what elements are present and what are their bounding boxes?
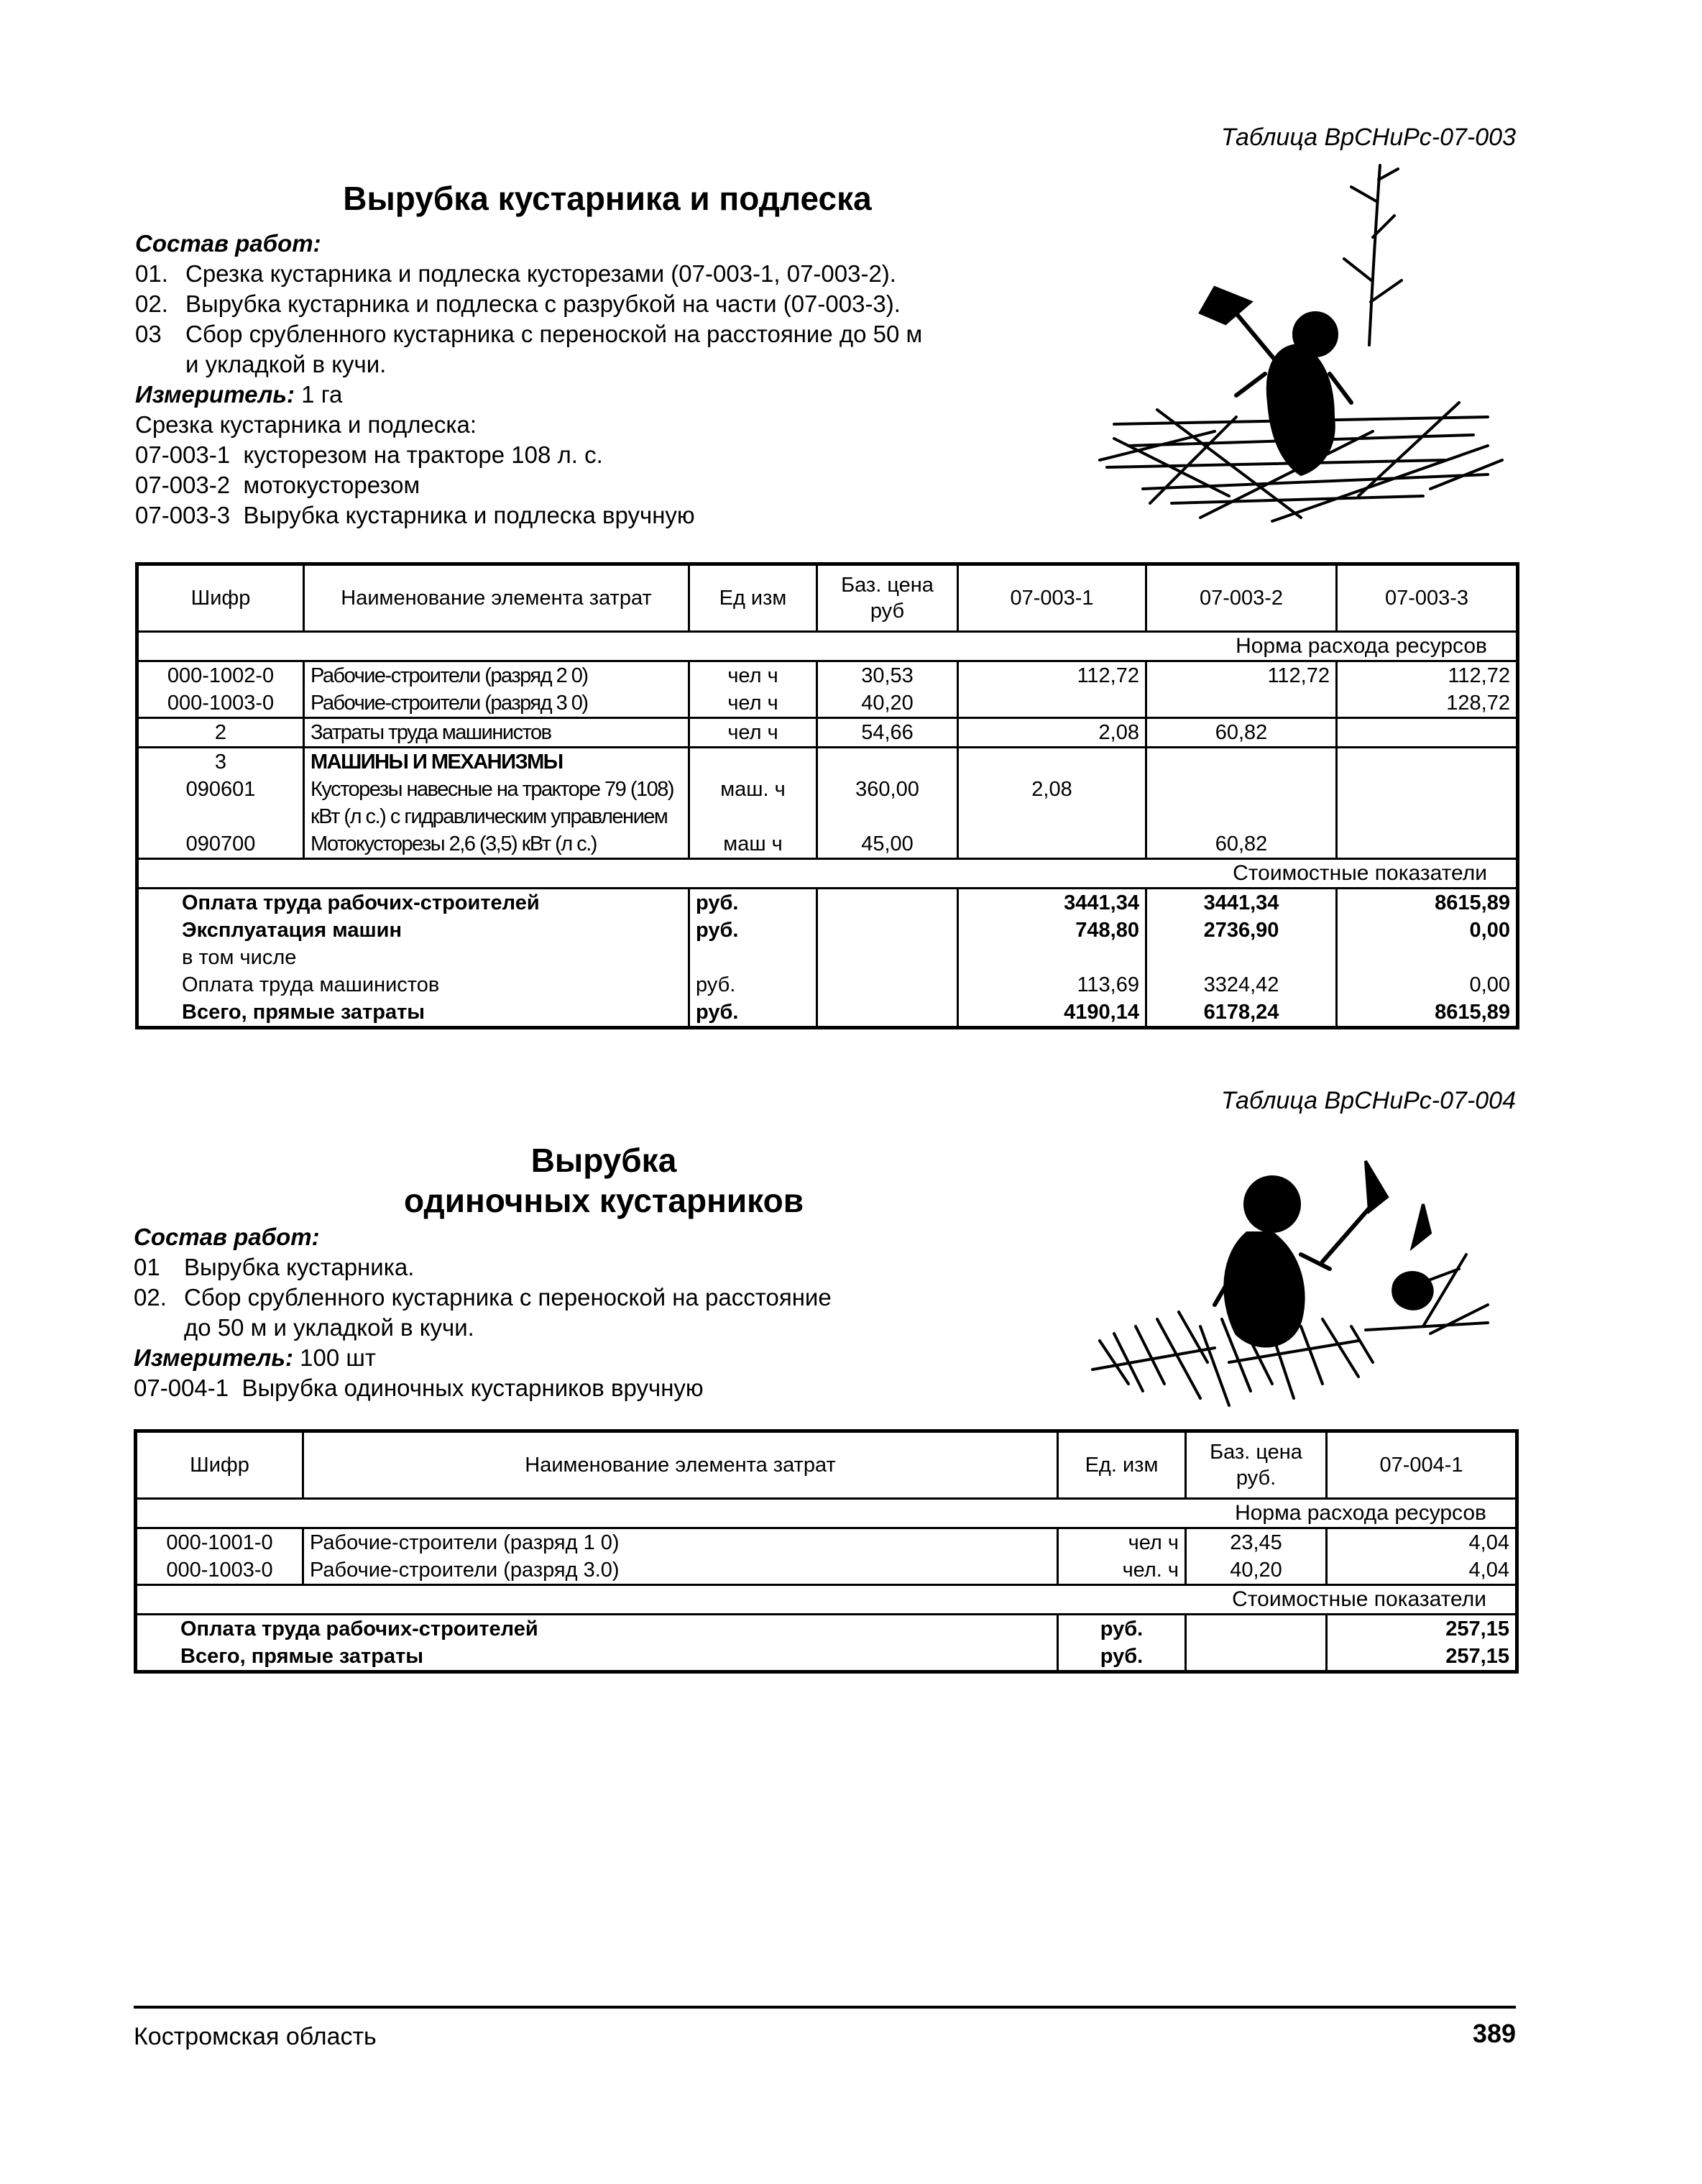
col-header-07-003-2: 07-003-2 — [1146, 564, 1337, 632]
table-row: 000-1003-0 Рабочие-строители (разряд 3 0) чел ч 40,20 128,72 — [137, 689, 1518, 718]
table-row: 090601 Кусторезы навесные на тракторе 79 (108) кВт (л с.) с гидравлическим управлением маш. ч 360,00 2,08 — [137, 776, 1518, 830]
work-item: 03 Сбор срубленного кустарника с переноской на расстояние до 50 м — [135, 321, 923, 347]
col-header-name: Наименование элемента затрат — [304, 564, 689, 632]
work-item-continuation: до 50 м и укладкой в кучи. — [184, 1314, 474, 1341]
col-header-price: Баз. цена руб. — [1186, 1431, 1327, 1499]
code-line: 07-003-1 кусторезом на тракторе 108 л. с. — [135, 441, 603, 468]
table-header-row — [136, 1431, 1517, 1499]
col-header-code: Шифр — [136, 1431, 303, 1499]
work-item: 01 Вырубка кустарника. — [134, 1254, 415, 1280]
table-row: 2 Затраты труда машинистов чел ч 54,66 2,08 60,82 — [137, 718, 1518, 748]
brush-cutting-illustration — [1085, 158, 1517, 546]
table-row: 000-1002-0 Рабочие-строители (разряд 2 0) чел ч 30,53 112,72 112,72 112,72 — [137, 661, 1518, 690]
cost-row: Эксплуатация машин руб. 748,80 2736,90 0,00 — [137, 917, 1518, 944]
code-line: 07-004-1 Вырубка одиночных кустарников вручную — [134, 1375, 704, 1401]
table-row: 090700 Мотокусторезы 2,6 (3,5) кВт (л с.) маш ч 45,00 60,82 — [137, 830, 1518, 859]
work-item: 01. Срезка кустарника и подлеска кусторезами (07-003-1, 07-003-2). — [135, 260, 896, 287]
band-norms: Норма расхода ресурсов — [136, 1499, 1517, 1528]
cost-row: Оплата труда рабочих-строителей руб. 3441,34 3441,34 8615,89 — [137, 889, 1518, 917]
code-line: 07-003-3 Вырубка кустарника и подлеска вручную — [135, 502, 695, 528]
col-header-unit: Ед изм — [689, 564, 817, 632]
cost-row-total: Всего, прямые затраты руб. 4190,14 6178,24 8615,89 — [137, 999, 1518, 1028]
table-label-07-004: Таблица ВрСНиРс-07-004 — [1220, 1087, 1516, 1114]
work-item: 02. Вырубка кустарника и подлеска с разрубкой на части (07-003-3). — [135, 290, 901, 317]
table-row: 000-1001-0 Рабочие-строители (разряд 1 0) чел ч 23,45 4,04 — [136, 1528, 1517, 1557]
col-header-07-003-1: 07-003-1 — [958, 564, 1146, 632]
cost-row: Оплата труда рабочих-строителей руб. 257,15 — [136, 1615, 1517, 1643]
page-number: 389 — [1472, 2019, 1516, 2048]
table-label-07-003: Таблица ВрСНиРс-07-003 — [1220, 124, 1516, 151]
band-costs: Стоимостные показатели — [137, 859, 1518, 889]
col-header-price: Баз. цена руб — [817, 564, 958, 632]
composition-label: Состав работ: — [134, 1224, 320, 1250]
subheading: Срезка кустарника и подлеска: — [135, 411, 477, 438]
section2-title: Вырубка одиночных кустарников — [404, 1142, 804, 1219]
section1-title: Вырубка кустарника и подлеска — [343, 180, 872, 217]
band-costs: Стоимостные показатели — [136, 1585, 1517, 1615]
single-shrub-illustration — [1085, 1147, 1502, 1413]
section2-intro — [134, 1222, 1082, 1403]
table-row: 000-1003-0 Рабочие-строители (разряд 3.0) чел. ч 40,20 4,04 — [136, 1556, 1517, 1585]
composition-label: Состав работ: — [135, 230, 321, 257]
table-header-row — [137, 564, 1518, 632]
work-item-continuation: и укладкой в кучи. — [185, 351, 387, 377]
col-header-code: Шифр — [137, 564, 304, 632]
work-item: 02. Сбор срубленного кустарника с переноской на расстояние — [134, 1284, 832, 1311]
col-header-name: Наименование элемента затрат — [303, 1431, 1058, 1499]
cost-row-total: Всего, прямые затраты руб. 257,15 — [136, 1643, 1517, 1672]
section1-intro — [135, 229, 1127, 531]
band-norms: Норма расхода ресурсов — [137, 632, 1518, 661]
col-header-07-003-3: 07-003-3 — [1337, 564, 1518, 632]
table-07-004 — [134, 1429, 1519, 1674]
table-07-003 — [135, 562, 1519, 1029]
cost-row: в том числе — [137, 944, 1518, 971]
col-header-07-004-1: 07-004-1 — [1327, 1431, 1517, 1499]
meter-line: Измеритель: 1 га — [135, 381, 343, 408]
footer-rule — [134, 2006, 1516, 2009]
meter-line: Измеритель: 100 шт — [134, 1344, 376, 1371]
cost-row: Оплата труда машинистов руб. 113,69 3324,42 0,00 — [137, 971, 1518, 999]
code-line: 07-003-2 мотокусторезом — [135, 472, 420, 498]
col-header-unit: Ед. изм — [1058, 1431, 1186, 1499]
footer-region: Костромская область — [134, 2023, 377, 2050]
machines-heading-row: 3 МАШИНЫ И МЕХАНИЗМЫ — [137, 748, 1518, 776]
